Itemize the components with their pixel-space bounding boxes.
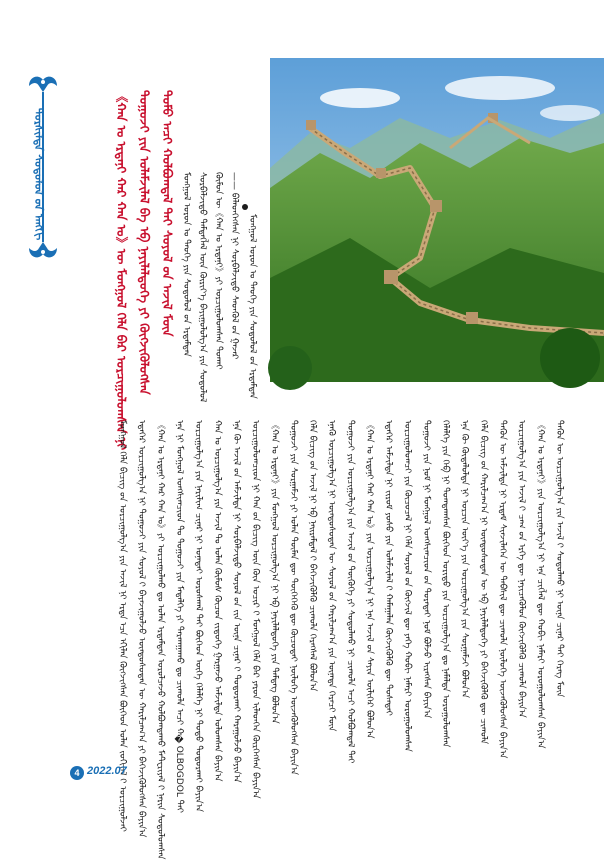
body-line: ᠬᠡᠯᠡᠯᠭᠡ ᠶᠢᠨ ᠬᠡᠪ ᠨᠢ ᠲᠣᠭᠲᠠᠭᠰᠠᠨ ᠪᠥᠭᠡᠳ ᠤᠷᠢᠳᠤ ᠶᠢᠨ ᠣᠷᠴᠢᠭᠤᠯᠭ᠎ᠠ ᠳᠤ ᠨᠡᠮᠡᠯᠲᠡ ᠣᠷᠣᠭᠤᠯᠤᠭᠰᠠᠨ: [440, 420, 450, 748]
body-line: [570, 420, 580, 745]
title-line-3: ᠲᠣᠮᠣ ᠠᠴᠢ ᠬᠣᠯᠪᠣᠭᠳᠠᠯ ᠲᠠᠢ ᠰᠣᠶᠣᠯ ᠤ᠋ᠨ ᠠᠵᠢᠯ ᠮᠥᠨ: [160, 90, 175, 337]
title-line-2: ᠲᠤᠭᠤᠵᠢ ᠶᠢᠨ ᠤᠯᠠᠮᠵᠢᠯᠠᠯ ᠪᠠ ᠡᠪ ᠨᠡᠶᠢᠯᠡᠯᠳᠦᠬᠡ ᠶᠢ ᠬᠥᠭᠵᠢᠭᠦᠯᠦᠭᠰᠡᠨ: [137, 90, 152, 395]
body-line: ᠡᠨᠡ ᠨᠢ ᠮᠣᠩᠭᠣᠯ ᠤᠨᠭᠰᠢᠭᠴᠢᠳ ᠲᠤ ᠲᠤᠭᠤᠵᠢ ᠶᠢᠨ ᠮᠡᠳᠡᠯᠭᠡ ᠶᠢ ᠲᠠᠷᠬᠠᠭᠠᠬᠤ ᠳᠤ ᠴᠢᠬᠤᠯᠠ ᠠᠴᠢ ᠬ�OLBOGDOL ᠲᠠᠢ: [174, 420, 184, 813]
body-line: ᠡᠨᠡᠬᠦ ᠣᠷᠴᠢᠭᠤᠯᠭ᠎ᠠ ᠨᠢ ᠦᠨᠳᠦᠰᠦᠲᠡᠨ ᠦ ᠰᠣᠶᠣᠯ ᠤ᠋ᠨ ᠬᠠᠷᠢᠯᠴᠠᠭ᠎ᠠ ᠶᠢᠨ ᠦᠨᠡᠲᠡ ᠭᠡᠷᠡᠴᠢ ᠮᠥᠨ: [326, 420, 336, 732]
body-line: ᠲᠤᠭᠤᠵᠢ ᠶᠢᠨ ᠰᠤᠷᠭᠠᠮᠵᠢ ᠶᠢ ᠣᠯᠠᠨ ᠲᠥᠮᠡᠨ ᠳᠦ ᠲᠦᠭᠡᠭᠡᠬᠦ ᠳᠦ ᠬᠦᠴᠦᠲᠡᠢ ᠨᠥᠯᠦᠭᠡ ᠦᠵᠡᠭᠦᠯᠦᠭᠰᠡᠨ ᠪᠠᠶᠢᠨ᠎ᠠ: [288, 420, 298, 775]
body-line: ᠬᠡᠯᠡ ᠪᠢᠴᠢᠭ ᠤ᠋ᠨ ᠬᠠᠷᠢᠯᠴᠠᠭ᠎ᠠ ᠨᠢ ᠦᠨᠳᠦᠰᠦᠲᠡᠨ ᠦ ᠡᠪ ᠨᠡᠶᠢᠯᠡᠯᠳᠦᠬᠡ ᠶᠢ ᠪᠡᠬᠡᠵᠢᠭᠦᠯᠬᠦ ᠳᠦ ᠴᠢᠬᠤᠯᠠ: [478, 420, 488, 745]
body-line: ᠡᠨᠡ ᠬᠦ ᠠᠵᠢᠯ ᠤ᠋ᠨ ᠠᠮᠵᠢᠯᠲᠠ ᠨᠢ ᠰᠤᠷᠪᠠᠯᠵᠢᠲᠤ ᠰᠣᠶᠣᠯ ᠤ᠋ᠨ ᠵᠢᠨ ᠦᠨᠡ ᠴᠢᠨᠠᠷ ᠢ᠋ ᠲᠣᠳᠣᠷᠬᠠᠢ ᠬᠠᠷᠠᠭᠤᠯᠵᠤ ᠪᠠᠶᠢᠨ᠎ᠠ: [231, 420, 241, 783]
title-line-1: 《ᠬᠠᠨ ᠤ ᠡᠷᠳᠡᠨᠢ ᠬᠠᠷ ᠬᠠᠨ ᠤ》ᠦ ᠮᠣᠩᠭᠣᠯ ᠬᠡᠯᠡ ᠪᠡᠷ ᠣᠷᠴᠢᠭᠤᠯᠤᠭᠰᠠᠨ ᠨᠢ: [114, 90, 129, 451]
issue-date: 2022.07: [87, 765, 127, 777]
byline-line-2: ᠰᠤᠷᠪᠠᠯᠵᠢᠲᠤ ᠲᠡᠮᠳᠡᠭᠯᠡᠯ ᠦᠨ ᠬᠦᠷᠢᠶ᠎ᠡ ᠪᠠᠶᠢᠭᠤᠯᠤᠯᠭ᠎ᠠ ᠶᠢᠨ ᠰᠤᠳᠤᠯᠤᠯ: [197, 172, 207, 403]
bullet-dot: [242, 204, 248, 210]
knot-ornament-icon: [25, 70, 61, 94]
column-title: ᠲᠤᠷᠰᠢᠯᠲᠠ ᠰᠤᠳᠤᠯᠤᠯ ᠤ᠋ᠨ ᠠᠩᠭᠢ: [32, 108, 45, 241]
body-line: 《ᠬᠠᠨ ᠤ ᠡᠷᠳᠡᠨᠢ》ᠶᠢᠨ ᠮᠣᠩᠭᠣᠯ ᠣᠷᠴᠢᠭᠤᠯᠭ᠎ᠠ ᠨᠢ ᠡᠪ ᠨᠡᠶᠢᠯᠡᠯᠳᠦᠬᠡ ᠶᠢᠨ ᠲᠡᠮᠳᠡᠭ ᠪᠣᠯᠤᠨ᠎ᠠ: [269, 420, 279, 724]
body-line: ᠡᠳᠡᠭᠡᠷ ᠣᠷᠴᠢᠭᠤᠯᠭ᠎ᠠ ᠨᠢ ᠲᠤᠭᠤᠵᠢ ᠶᠢᠨ ᠰᠣᠶᠣᠯ ᠢ᠋ ᠪᠠᠶᠠᠵᠢᠭᠤᠯᠵᠤ ᠦᠨᠳᠦᠰᠦᠲᠡᠨ ᠦ ᠬᠠᠷᠢᠯᠴᠠᠭ᠎ᠠ ᠶᠢ ᠪᠡᠬᠡᠵᠢᠭᠦᠯᠦᠭᠰᠡᠨ ᠪᠠᠶᠢᠨ᠎ᠠ: [136, 420, 146, 838]
body-line: ᠲᠤᠭᠤᠵᠢ ᠶᠢᠨ ᠣᠷᠴᠢᠭᠤᠯᠭ᠎ᠠ ᠶᠢᠨ ᠠᠵᠢᠯ ᠤ᠋ᠨ ᠲᠦᠭᠦᠬᠡ ᠶᠢ ᠰᠤᠳᠤᠯᠬᠤ ᠨᠢ ᠴᠢᠬᠤᠯᠠ ᠠᠴᠢ ᠬᠣᠯᠪᠣᠭᠳᠠᠯ ᠲᠠᠢ: [345, 420, 355, 764]
body-line: ᠣᠷᠴᠢᠭᠤᠯᠤᠭᠴᠢᠳ ᠨᠢ ᠬᠠᠨ ᠤ᠋ᠨ ᠪᠢᠴᠢᠭ ᠦᠨ ᠭᠦᠨ ᠤᠴᠢᠷ ᠢ᠋ ᠮᠣᠩᠭᠣᠯ ᠬᠡᠯᠡ ᠪᠡᠷ ᠶᠠᠷᠤᠨ ᠢᠯᠡᠳᠬᠡᠨ ᠬᠦᠷᠭᠡᠭᠰᠡᠨ ᠪᠠᠶᠢᠨ᠎ᠠ: [250, 420, 260, 799]
body-line: ᠮᠣᠩᠭᠣᠯ ᠬᠡᠯᠡ ᠪᠢᠴᠢᠭ ᠤ᠋ᠨ ᠣᠷᠴᠢᠭᠤᠯᠭ᠎ᠠ ᠶᠢᠨ ᠠᠵᠢᠯ ᠨᠢ ᠡᠷᠲᠡ ᠡᠴᠡ ᠡᠬᠢᠯᠡᠨ ᠬᠥᠭᠵᠢᠭᠰᠡᠨ ᠪᠥᠭᠡᠳ ᠣᠯᠠᠨ ᠵᠣᠬᠢᠶᠠᠯ ᠢ᠋ ᠣᠷᠴᠢᠭᠤᠯᠵᠠᠢ: [117, 420, 127, 832]
column-header: [25, 70, 61, 260]
body-line: ᠬᠡᠯᠡ ᠪᠢᠴᠢᠭ ᠤ᠋ᠨ ᠠᠵᠢᠯ ᠨᠢ ᠡᠪ ᠨᠠᠢᠷᠠᠮᠳᠠᠯ ᠢ᠋ ᠪᠡᠬᠡᠵᠢᠭᠦᠯᠬᠦ ᠴᠢᠬᠤᠯᠠ ᠬᠡᠷᠡᠭᠰᠡᠯ ᠪᠣᠯᠤᠨ᠎ᠠ: [307, 420, 317, 692]
byline-line-4: —— ᠪᠡᠯᠡᠳᠬᠡᠭᠰᠡᠨ ᠨᠢ ᠰᠤᠷᠪᠠᠯᠵᠢᠲᠤ ᠰᠡᠳᠬᠦᠯ ᠦ᠋ᠨ ᠭᠠᠵᠠᠷ: [229, 172, 239, 360]
body-line: ᠬᠠᠨ ᠤ ᠣᠷᠴᠢᠭᠤᠯᠭ᠎ᠠ ᠶᠢᠨ ᠠᠵᠢᠯ ᠲᠤ ᠣᠯᠠᠨ ᠬᠦᠮᠦᠰ ᠬᠦᠴᠦᠨ ᠵᠢᠲᠦᠭᠡ ᠭᠠᠷᠭᠠᠵᠤ ᠠᠮᠵᠢᠯᠲᠠ ᠣᠯᠤᠭᠰᠠᠨ ᠪᠠᠶᠢᠨ᠎ᠠ: [212, 420, 222, 782]
caption-line: ᠮᠣᠩᠭᠣᠯ ᠣᠷᠣᠨ ᠤ ᠲᠡᠦᠬᠡ ᠶᠢᠨ ᠰᠤᠳᠤᠯᠤᠯ ᠤ᠋ᠨ ᠡᠷᠳᠡᠮᠲᠡᠨ: [247, 214, 257, 399]
body-line: ᠲᠡᠭᠦᠨ ᠦ ᠠᠮᠵᠢᠯᠲᠠ ᠨᠢ ᠡᠷᠳᠡᠮ ᠰᠢᠨᠵᠢᠯᠡᠭᠡᠨ ᠦ ᠳᠡᠪᠰᠢᠯ ᠳᠦ ᠴᠢᠬᠤᠯᠠ ᠨᠥᠯᠦᠭᠡ ᠦᠵᠡᠭᠦᠯᠦᠭᠰᠡᠨ ᠪᠠᠶᠢᠨ᠎ᠠ: [497, 420, 507, 759]
great-wall-photo: [270, 58, 604, 382]
byline-line-3: ᠬᠦᠮᠦᠨ ᠦ《ᠬᠠᠨ ᠤ ᠡᠷᠳᠡᠨᠢ》ᠶᠢ ᠣᠷᠴᠢᠭᠤᠯᠤᠭᠰᠠᠨ ᠲᠤᠬᠠᠢ: [213, 172, 223, 370]
byline-line-1: ᠮᠣᠩᠭᠣᠯ ᠣᠷᠣᠨ ᠤ ᠲᠡᠦᠬᠡ ᠶᠢᠨ ᠰᠤᠳᠤᠯᠤᠯ ᠤ᠋ᠨ ᠡᠷᠳᠡᠮᠲᠡᠨ: [181, 172, 191, 357]
body-line: ᠡᠳᠡᠭᠡᠷ ᠠᠮᠵᠢᠯᠲᠠ ᠨᠢ ᠵᠢᠷᠤᠮ ᠶᠣᠰᠤ ᠶᠢᠨ ᠤᠯᠠᠮᠵᠢᠯᠠᠯ ᠢ᠋ ᠬᠠᠮᠠᠭᠠᠯᠠᠨ ᠬᠥᠭᠵᠢᠭᠦᠯᠬᠦ ᠳᠦ ᠲᠤᠰᠠᠲᠠᠢ: [383, 420, 393, 716]
body-line: ᠣᠷᠴᠢᠭᠤᠯᠤᠭᠴᠢ ᠶᠢᠨ ᠬᠦᠴᠦᠴᠡᠯ ᠨᠢ ᠬᠡᠯᠡ ᠰᠣᠶᠣᠯ ᠤ᠋ᠨ ᠬᠥᠭᠵᠢᠯ ᠳᠦ ᠶᠡᠬᠡ ᠬᠤᠪᠢ ᠨᠡᠮᠡᠷᠢ ᠣᠷᠣᠭᠤᠯᠤᠭᠰᠠᠨ: [402, 420, 412, 752]
knot-ornament-icon: [25, 240, 61, 264]
body-line: ᠣᠷᠴᠢᠭᠤᠯᠭ᠎ᠠ ᠶᠢᠨ ᠨᠠᠷᠢᠯᠢᠭ ᠴᠢᠨᠠᠷ ᠨᠢ ᠤᠨᠠᠳᠠᠢ ᠤᠷᠤᠰᠬᠠᠯ ᠲᠠᠢ ᠪᠥᠭᠡᠳ ᠦᠭᠡ ᠬᠡᠯᠡᠯᠭᠡ ᠨᠢ ᠲᠣᠳᠣ ᠲᠣᠳᠣᠷᠬᠠᠢ ᠪᠠᠶᠢᠨ᠎ᠠ: [193, 420, 203, 812]
body-line: 《ᠬᠠᠨ ᠤ ᠡᠷᠳᠡᠨᠢ》ᠶᠢᠨ ᠣᠷᠴᠢᠭᠤᠯᠭ᠎ᠠ ᠨᠢ ᠡᠨᠡ ᠴᠢᠭᠯᠡᠯ ᠳᠦ ᠬᠤᠪᠢ ᠨᠡᠮᠡᠷᠢ ᠣᠷᠣᠭᠤᠯᠤᠭᠰᠠᠨ ᠪᠠᠶᠢᠨ᠎ᠠ: [535, 420, 545, 749]
body-line: ᠲᠤᠭᠤᠵᠢ ᠶᠢᠨ ᠨᠣᠮ ᠨᠢ ᠮᠣᠩᠭᠣᠯ ᠤᠨᠭᠰᠢᠭᠴᠢᠳ ᠤ᠋ᠨ ᠳᠤᠷᠠᠲᠠᠢ ᠨᠣᠮ ᠪᠣᠯᠵᠤ ᠢᠷᠡᠭᠰᠡᠨ ᠪᠠᠶᠢᠨ᠎ᠠ: [421, 420, 431, 719]
body-line: 《ᠬᠠᠨ ᠤ ᠡᠷᠳᠡᠨᠢ ᠬᠠᠷ ᠬᠠᠨ ᠤ》ᠶᠢ ᠣᠷᠴᠢᠭᠤᠯᠬᠤ ᠳᠤ ᠣᠯᠠᠨ ᠡᠷᠳᠡᠮᠲᠡᠨ ᠣᠷᠣᠯᠴᠠᠵᠤ ᠬᠣᠯᠪᠣᠭᠳᠠᠬᠤ ᠮᠠᠲᠧᠷᠢᠶᠠᠯ ᠢ᠋ ᠨᠠᠷᠢᠨ ᠰᠤᠳᠤᠯᠤᠭᠰᠠᠨ: [155, 420, 165, 860]
body-line: ᠲᠡᠭᠦᠨ ᠦ ᠣᠷᠴᠢᠭᠤᠯᠭ᠎ᠠ ᠶᠢᠨ ᠠᠵᠢᠯ ᠢ᠋ ᠰᠤᠳᠤᠯᠬᠤ ᠨᠢ ᠦᠨᠡ ᠴᠢᠨᠠᠷ ᠲᠠᠢ ᠬᠡᠷᠡᠭ ᠮᠥᠨ: [554, 420, 564, 698]
page-number: 4: [70, 766, 84, 780]
body-line: ᠣᠷᠴᠢᠭᠤᠯᠭ᠎ᠠ ᠶᠢᠨ ᠠᠵᠢᠯ ᠢ᠋ ᠴᠠᠭ ᠤ᠋ᠨ ᠡᠷᠬᠡ ᠳᠦ ᠨᠡᠶᠢᠴᠡᠭᠦᠯᠦᠨ ᠬᠥᠭᠵᠢᠭᠦᠯᠬᠦ ᠴᠢᠬᠤᠯᠠ ᠪᠠᠶᠢᠨ᠎ᠠ: [516, 420, 526, 718]
body-line: 《ᠬᠠᠨ ᠤ ᠡᠷᠳᠡᠨᠢ ᠬᠠᠷ ᠬᠠᠨ ᠤ》ᠶᠢᠨ ᠣᠷᠴᠢᠭᠤᠯᠭ᠎ᠠ ᠨᠢ ᠡᠨᠡ ᠠᠵᠢᠯ ᠤ᠋ᠨ ᠰᠠᠶᠢᠨ ᠦᠯᠢᠭᠡᠷ ᠪᠣᠯᠤᠨ᠎ᠠ: [364, 420, 374, 739]
body-line: ᠡᠨᠡ ᠬᠦ ᠬᠥᠳᠡᠯᠦᠯᠲᠡ ᠨᠢ ᠣᠷᠴᠢᠨ ᠦᠶ᠎ᠡ ᠶᠢᠨ ᠣᠷᠴᠢᠭᠤᠯᠭ᠎ᠠ ᠶᠢᠨ ᠰᠤᠷᠭᠠᠮᠵᠢ ᠪᠣᠯᠤᠨ᠎ᠠ: [459, 420, 469, 698]
